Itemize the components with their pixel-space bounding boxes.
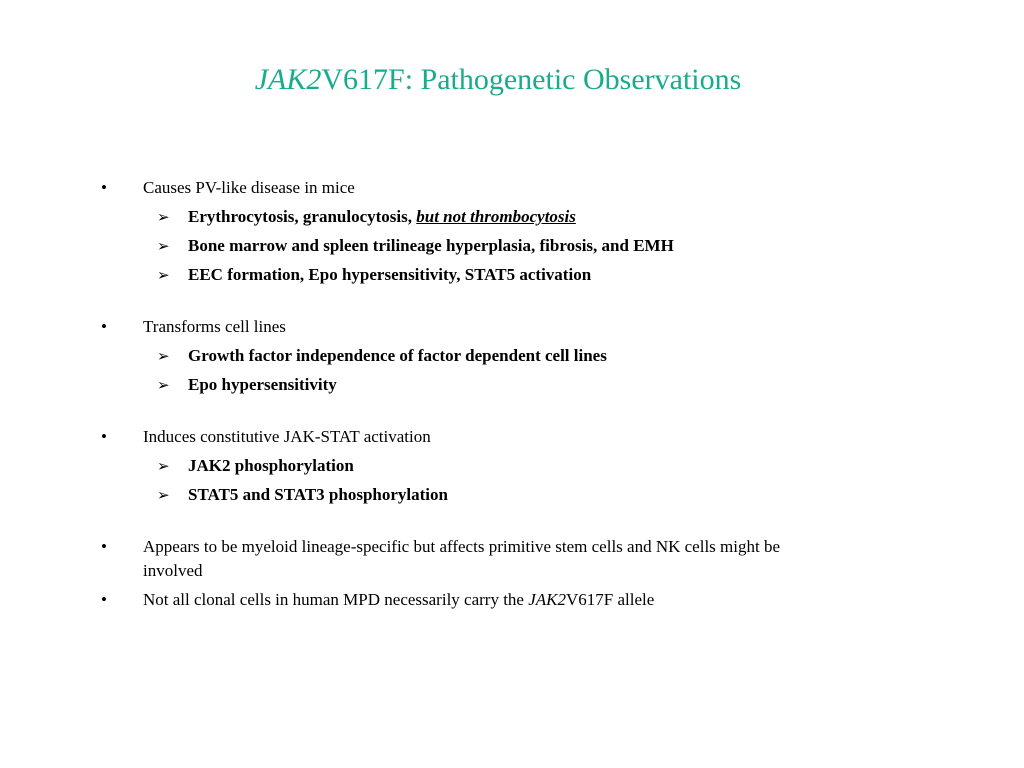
arrow-bullet-icon: ➢ (157, 486, 170, 504)
bullet-dot-icon: • (101, 317, 107, 336)
slide-title-rest: V617F: Pathogenetic Observations (321, 63, 742, 96)
sub-bullet-item (0, 373, 1024, 397)
bullet-group-mice (0, 176, 1024, 287)
bullet-dot-icon: • (101, 537, 107, 556)
slide-title-gene: JAK2 (254, 63, 322, 96)
bullet-item (0, 425, 1024, 449)
arrow-bullet-icon: ➢ (157, 347, 170, 365)
sub-bullet-item (0, 263, 1024, 287)
sub-bullet-text: STAT5 and STAT3 phosphorylation (188, 485, 448, 504)
arrow-bullet-icon: ➢ (157, 266, 170, 284)
sub-bullet-text: Bone marrow and spleen trilineage hyperplasia, fibrosis, and EMH (188, 236, 674, 255)
sub-bullet-text: JAK2 phosphorylation (188, 456, 354, 475)
bullet-group-final (0, 535, 1024, 612)
slide-content (0, 176, 1024, 617)
sub-bullet-item (0, 344, 1024, 368)
bullet-dot-icon: • (101, 178, 107, 197)
bullet-text: Not all clonal cells in human MPD necessarily carry the (143, 590, 529, 609)
bullet-item (0, 315, 1024, 339)
slide-title (0, 60, 996, 100)
sub-bullet-text: Growth factor independence of factor dependent cell lines (188, 346, 607, 365)
sub-bullet-text: Epo hypersensitivity (188, 375, 337, 394)
sub-bullet-emphasis: but not thrombocytosis (416, 207, 576, 226)
bullet-group-cell-lines (0, 315, 1024, 397)
bullet-text-end: V617F allele (566, 590, 655, 609)
bullet-text: Transforms cell lines (143, 317, 286, 336)
bullet-dot-icon: • (101, 427, 107, 446)
bullet-text: Causes PV-like disease in mice (143, 178, 355, 197)
bullet-item (0, 535, 1024, 583)
arrow-bullet-icon: ➢ (157, 376, 170, 394)
sub-bullet-item (0, 454, 1024, 478)
bullet-item (0, 588, 1024, 612)
bullet-text: Appears to be myeloid lineage-specific but affects primitive stem cells and NK cells might be involved (143, 537, 780, 580)
sub-bullet-item (0, 205, 1024, 229)
sub-bullet-text: Erythrocytosis, granulocytosis, (188, 207, 417, 226)
sub-bullet-item (0, 483, 1024, 507)
bullet-text-gene: JAK2 (528, 590, 567, 609)
arrow-bullet-icon: ➢ (157, 457, 170, 475)
arrow-bullet-icon: ➢ (157, 237, 170, 255)
arrow-bullet-icon: ➢ (157, 208, 170, 226)
sub-bullet-text: EEC formation, Epo hypersensitivity, STAT5 activation (188, 265, 592, 284)
bullet-dot-icon: • (101, 590, 107, 609)
sub-bullet-item (0, 234, 1024, 258)
bullet-group-jak-stat (0, 425, 1024, 507)
bullet-text: Induces constitutive JAK-STAT activation (143, 427, 431, 446)
bullet-item (0, 176, 1024, 200)
